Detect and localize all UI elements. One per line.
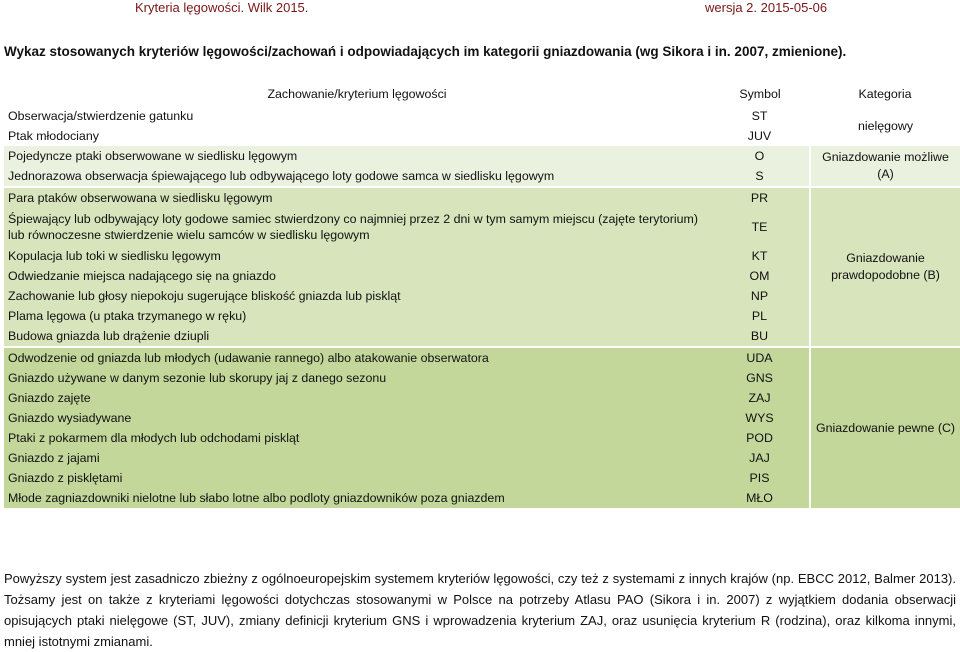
criterion-description: Plama lęgowa (u ptaka trzymanego w ręku) <box>8 309 247 323</box>
criterion-description: Para ptaków obserwowana w siedlisku lęgowym <box>4 187 710 208</box>
criterion-symbol: PL <box>751 309 768 323</box>
column-header-symbol: Symbol <box>739 87 781 101</box>
criterion-symbol: POD <box>746 431 773 445</box>
table-row <box>4 146 960 166</box>
column-header-category: Kategoria <box>858 87 912 101</box>
table-row <box>4 187 960 208</box>
criterion-description: Młode zagniazdowniki nielotne lub słabo lotne albo podloty gniazdowników poza gniazdem <box>8 491 505 505</box>
criterion-symbol: OM <box>749 269 770 283</box>
table-row <box>4 347 960 368</box>
criterion-description: Gniazdo wysiadywane <box>8 411 132 425</box>
criterion-description: Kopulacja lub toki w siedlisku lęgowym <box>8 249 221 263</box>
criterion-description: Odwodzenie od gniazda lub młodych (udawanie rannego) albo atakowanie obserwatora <box>4 347 710 368</box>
criterion-symbol: O <box>754 149 765 163</box>
criterion-symbol: WYS <box>745 411 774 425</box>
category-probable: Gniazdowanie prawdopodobne (B) <box>810 187 960 347</box>
category-possible: Gniazdowanie możliwe (A) <box>810 146 960 187</box>
criterion-symbol: PIS <box>749 471 770 485</box>
criterion-description: Pojedyncze ptaki obserwowane w siedlisku lęgowym <box>8 149 298 163</box>
criterion-description: Ptak młodociany <box>8 129 99 143</box>
column-header-behaviour: Zachowanie/kryterium lęgowości <box>267 87 447 101</box>
criterion-symbol: BU <box>750 329 769 343</box>
document-title: Wykaz stosowanych kryteriów lęgowości/zachowań i odpowiadających im kategorii gniazdowania (wg Sikora i in. 2007, zmienione). <box>4 44 847 59</box>
criterion-description: Obserwacja/stwierdzenie gatunku <box>8 109 194 123</box>
criterion-description: Ptaki z pokarmem dla młodych lub odchodami piskląt <box>8 431 300 445</box>
criterion-description: Budowa gniazda lub drążenie dziupli <box>8 329 210 343</box>
criterion-symbol: ST <box>751 109 768 123</box>
criterion-symbol: UDA <box>710 347 810 368</box>
table-row <box>4 106 960 126</box>
document-version: wersja 2. 2015-05-06 <box>705 0 828 15</box>
criterion-description: Gniazdo używane w danym sezonie lub skorupy jaj z danego sezonu <box>8 371 387 385</box>
criteria-table <box>4 82 960 508</box>
criterion-description: Gniazdo z pisklętami <box>8 471 123 485</box>
criterion-symbol: GNS <box>746 371 773 385</box>
criterion-symbol: KT <box>751 249 768 263</box>
criterion-symbol: S <box>755 169 764 183</box>
criterion-description: Jednorazowa obserwacja śpiewającego lub odbywającego loty godowe samca w siedlisku lęgowym <box>8 169 555 183</box>
criterion-symbol: PR <box>710 187 810 208</box>
criterion-symbol: TE <box>751 220 768 234</box>
category-confirmed: Gniazdowanie pewne (C) <box>810 347 960 508</box>
criterion-symbol: JUV <box>747 129 772 143</box>
footer-paragraph: Powyższy system jest zasadniczo zbieżny z ogólnoeuropejskim systemem kryteriów lęgowości, czy też z systemami z innych krajów (np. EBCC 2012, Balmer 2013). Tożsamy jest on także z kryteriami lęgowości dotychczas stosowanymi w Polsce na potrzeby Atlasu PAO (Sikora i in. 2007) z wyjątkiem dodania obserwacji opisujących ptaki nielęgowe (ST, JUV), zmiany definicji kryterium GNS i wprowadzenia kryterium ZAJ, oraz usunięcia kryterium R (rodzina), oraz kilkoma innymi, mniej istotnymi zmianami. <box>4 571 956 649</box>
criterion-symbol: ZAJ <box>748 391 771 405</box>
table-header-row <box>4 82 960 106</box>
criterion-description: Gniazdo zajęte <box>8 391 91 405</box>
criterion-description: Śpiewający lub odbywający loty godowe samiec stwierdzony co najmniej przez 2 dni w tym samym miejscu (zajęte terytorium) lub równoczesne stwierdzenie wielu samców w siedlisku lęgowym <box>8 212 699 242</box>
criterion-description: Zachowanie lub głosy niepokoju sugerujące bliskość gniazda lub piskląt <box>8 289 401 303</box>
criterion-symbol: JAJ <box>749 451 770 465</box>
criterion-symbol: NP <box>750 289 769 303</box>
document-header-left: Kryteria lęgowości. Wilk 2015. <box>135 0 309 15</box>
criterion-symbol: MŁO <box>746 491 773 505</box>
criterion-description: Odwiedzanie miejsca nadającego się na gniazdo <box>8 269 276 283</box>
category-non-breeding: nielęgowy <box>810 106 960 146</box>
criterion-description: Gniazdo z jajami <box>8 451 100 465</box>
